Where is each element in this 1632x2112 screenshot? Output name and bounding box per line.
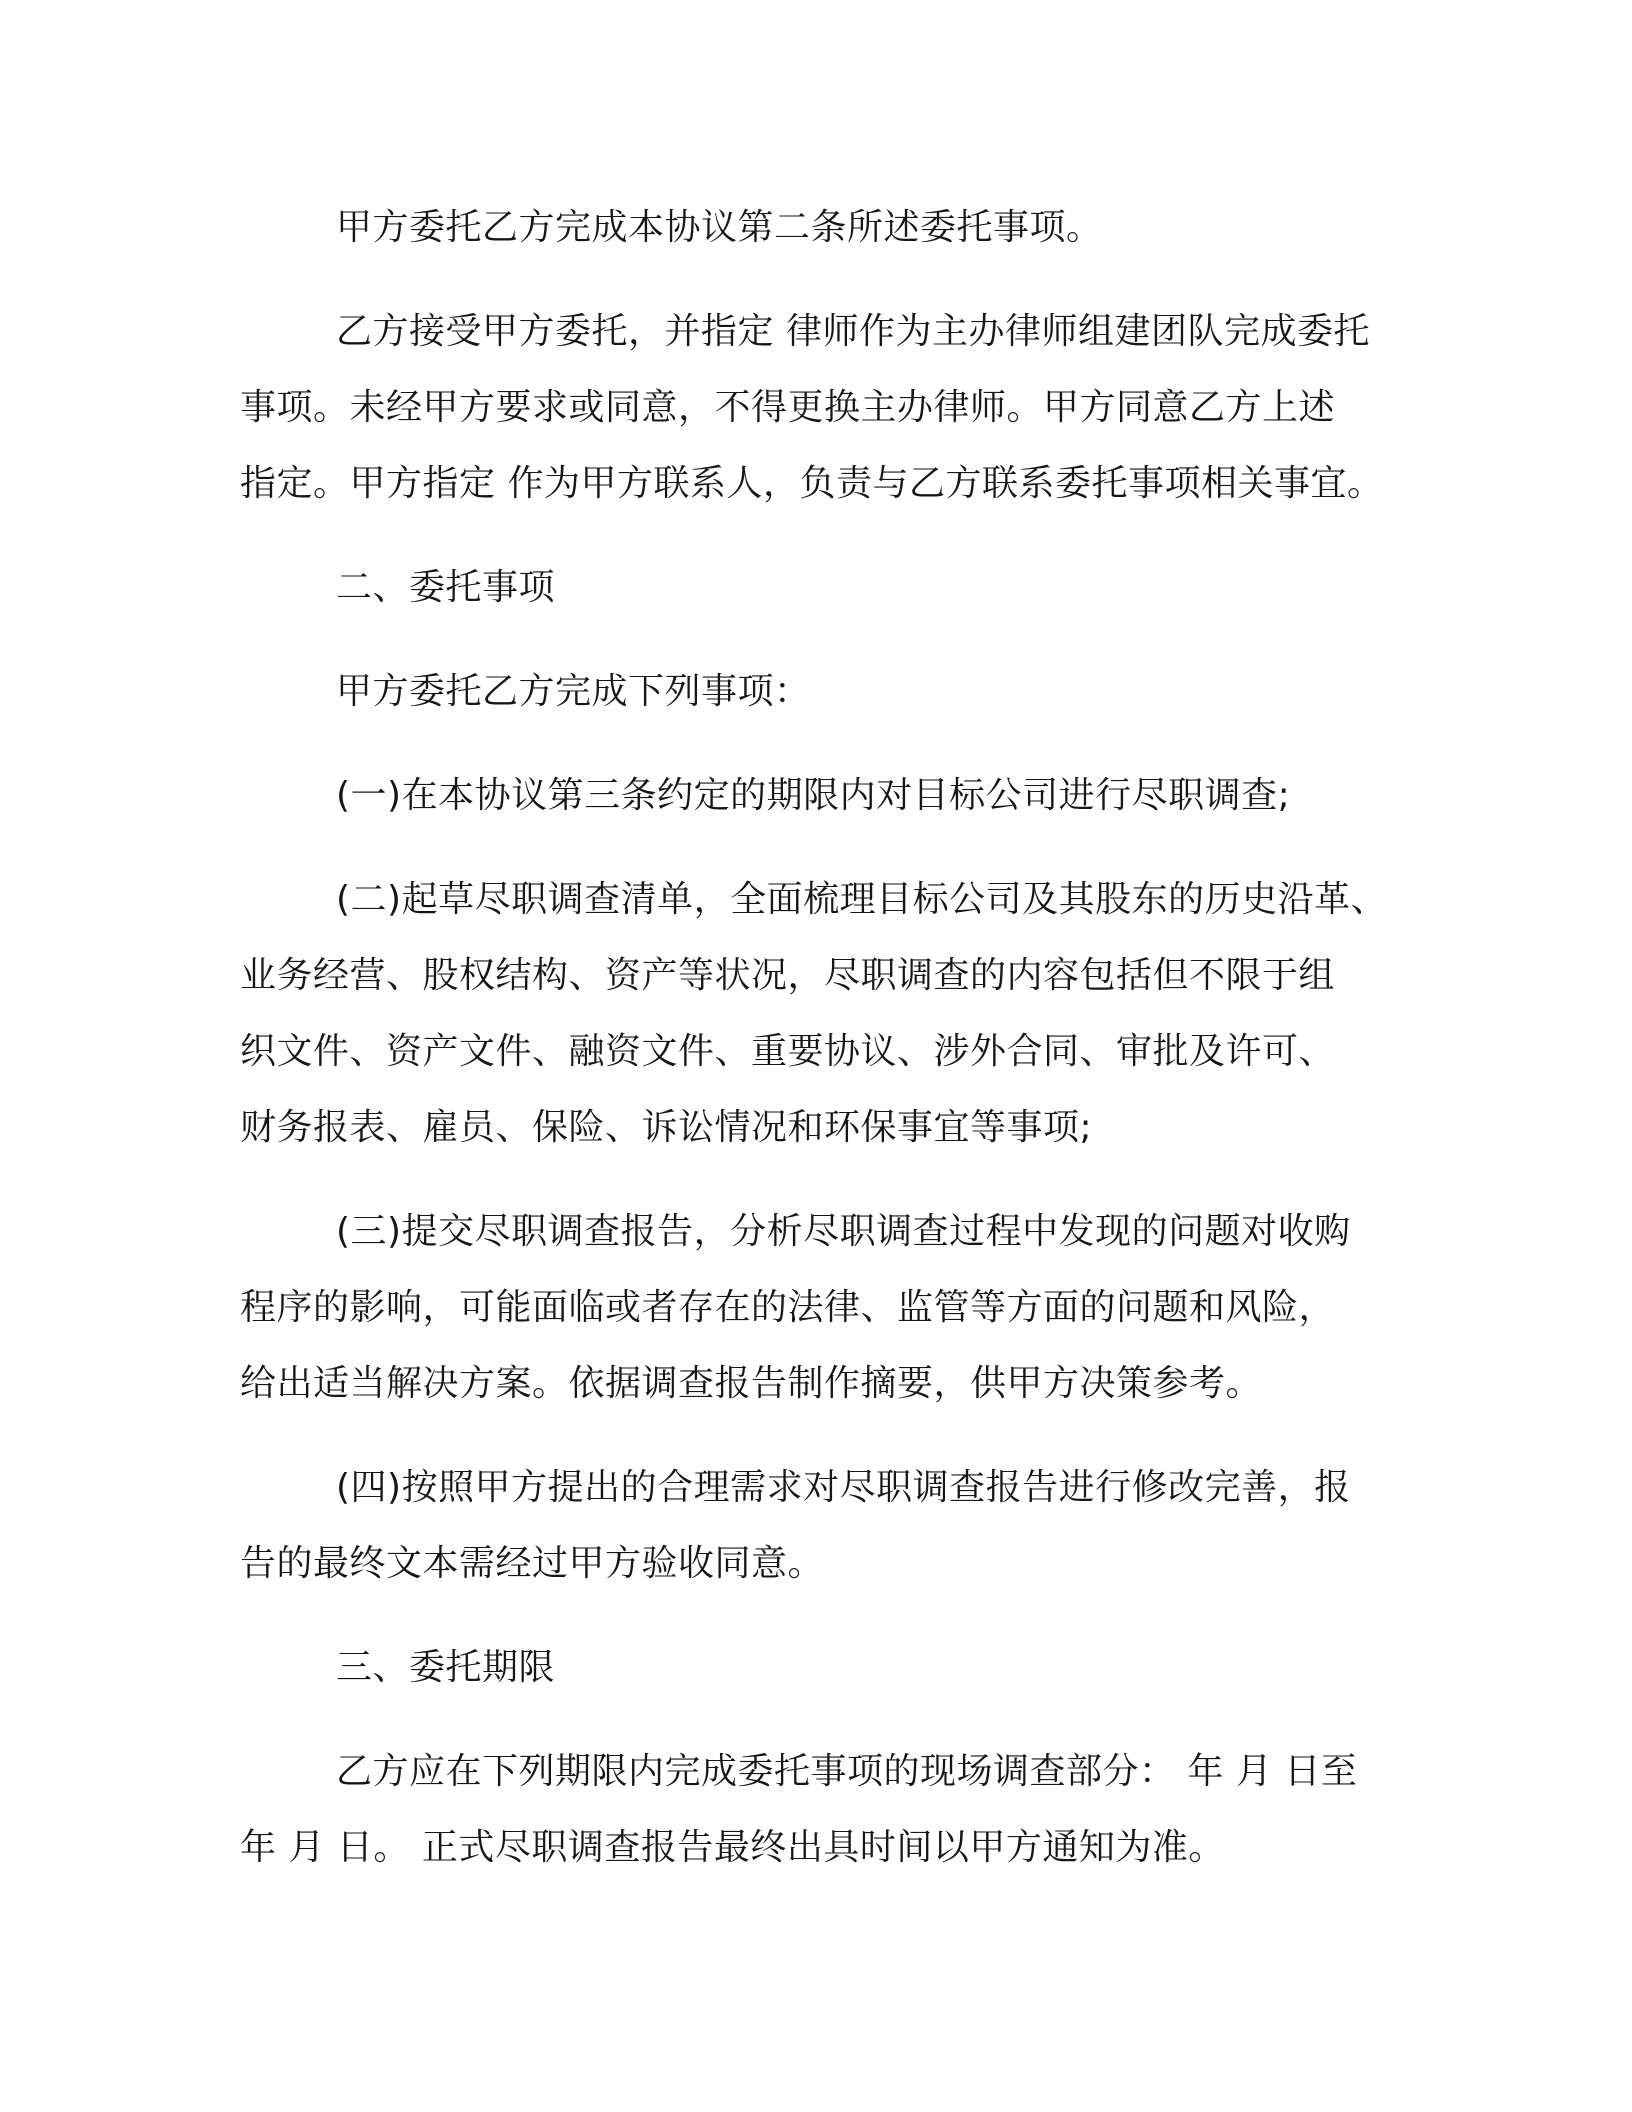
list-item-3: [240, 1194, 1390, 1422]
document-body: [240, 190, 1390, 1914]
text-line: 甲方委托乙方完成下列事项：: [336, 671, 811, 712]
paragraph-lawyer-designation: [240, 294, 1390, 522]
text-line: 财务报表、雇员、保险、诉讼情况和环保事宜等事项;: [240, 1107, 1093, 1148]
text-line: 给出适当解决方案。依据调查报告制作摘要，供甲方决策参考。: [240, 1363, 1263, 1404]
text-line: 业务经营、股权结构、资产等状况，尽职调查的内容包括但不限于组: [240, 955, 1336, 996]
text-line: 乙方应在下列期限内完成委托事项的现场调查部分： 年 月 日至: [336, 1751, 1358, 1792]
text-line: 织文件、资产文件、融资文件、重要协议、涉外合同、审批及许可、: [240, 1031, 1336, 1072]
list-item-1: [240, 758, 1390, 834]
text-line: 告的最终文本需经过甲方验收同意。: [240, 1543, 825, 1584]
text-line: 程序的影响，可能面临或者存在的法律、监管等方面的问题和风险，: [240, 1287, 1336, 1328]
text-line: 年 月 日。 正式尽职调查报告最终出具时间以甲方通知为准。: [240, 1827, 1225, 1868]
section-heading-entrustment-period: 三、委托期限: [336, 1647, 556, 1688]
text-line: (一)在本协议第三条约定的期限内对目标公司进行尽职调查;: [336, 775, 1291, 816]
section-heading-entrusted-matters: 二、委托事项: [336, 567, 556, 608]
text-line: (四)按照甲方提出的合理需求对尽职调查报告进行修改完善，报: [336, 1467, 1351, 1508]
text-line: (三)提交尽职调查报告，分析尽职调查过程中发现的问题对收购: [336, 1211, 1351, 1252]
text-line: 甲方委托乙方完成本协议第二条所述委托事项。: [336, 207, 1103, 248]
list-item-4: [240, 1450, 1390, 1602]
paragraph-matters-intro: [240, 654, 1390, 730]
list-item-2: [240, 862, 1390, 1166]
paragraph-entrustment-intro: [240, 190, 1390, 266]
text-line: 事项。未经甲方要求或同意，不得更换主办律师。甲方同意乙方上述: [240, 387, 1336, 428]
text-line: 指定。甲方指定 作为甲方联系人，负责与乙方联系委托事项相关事宜。: [240, 463, 1384, 504]
text-line: (二)起草尽职调查清单，全面梳理目标公司及其股东的历史沿革、: [336, 879, 1388, 920]
text-line: 乙方接受甲方委托，并指定 律师作为主办律师组建团队完成委托: [336, 311, 1370, 352]
paragraph-period: [240, 1734, 1390, 1886]
